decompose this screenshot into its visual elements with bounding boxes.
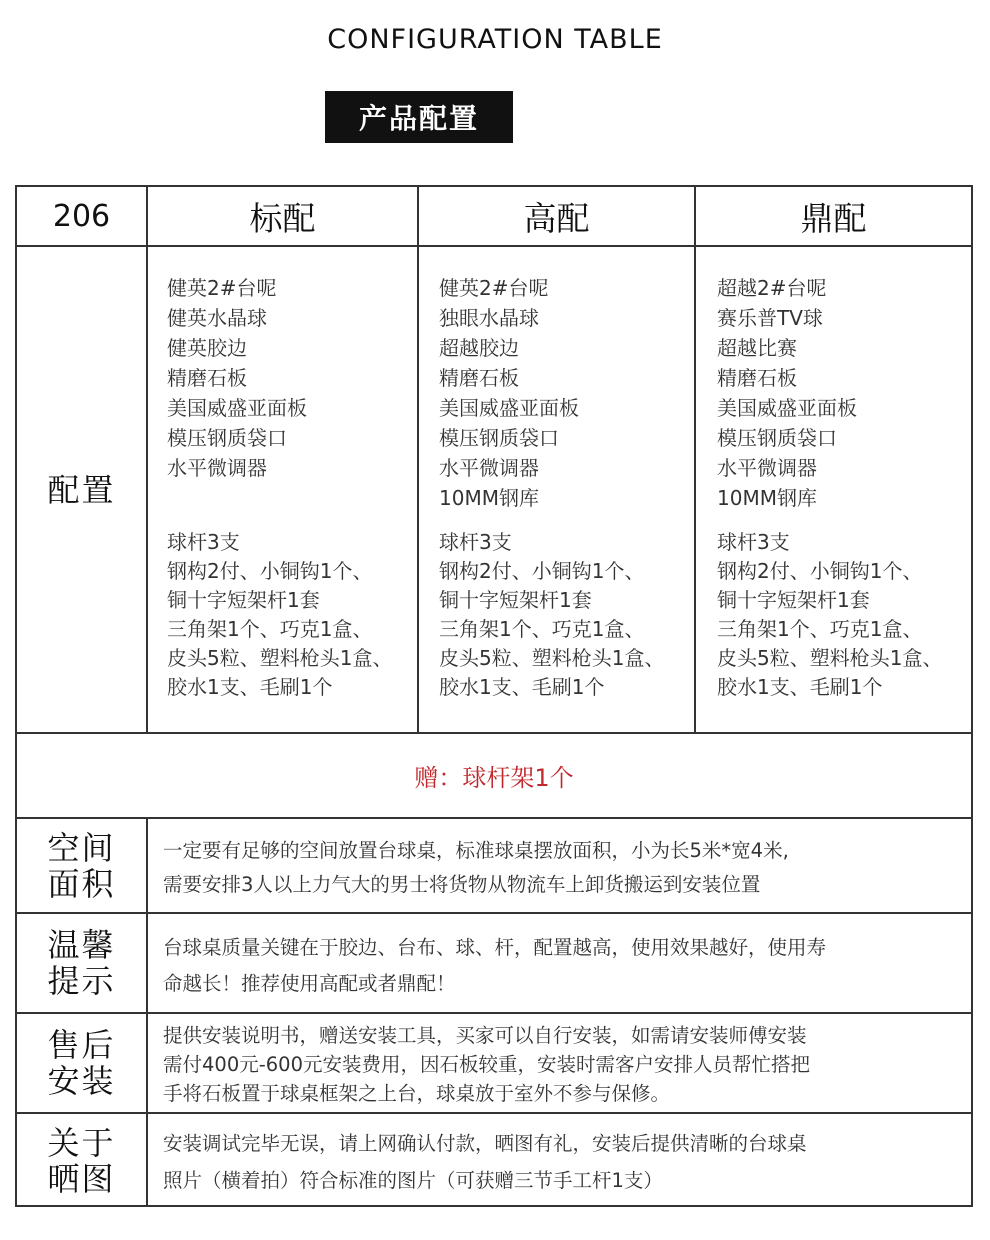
list-item: 精磨石板 [439,366,519,390]
list-item [167,483,417,513]
list-item: 美国威盛亚面板 [167,396,307,420]
accessory-item: 钢构2付、小铜钩1个、 [167,559,373,583]
note-label-photos: 关于 晒图 [47,1123,116,1198]
note-divider-2 [17,1012,971,1014]
model-label: 产品配置 [325,91,513,143]
config-list-standard [167,273,417,702]
col-divider-1 [146,187,148,732]
note-label-aftersale: 售后 安装 [47,1026,116,1100]
accessory-item: 三角架1个、巧克1盒、 [717,617,923,641]
list-item: 10MM钢库 [439,486,539,510]
accessory-item: 胶水1支、毛刷1个 [717,675,883,699]
list-item: 美国威盛亚面板 [439,396,579,420]
accessory-item: 三角架1个、巧克1盒、 [439,617,645,641]
accessory-item: 皮头5粒、塑料枪头1盒、 [167,646,393,670]
list-item: 10MM钢库 [717,486,817,510]
list-item: 超越胶边 [439,336,519,360]
note-text-space: 一定要有足够的空间放置台球桌，标准球桌摆放面积，小为长5米*宽4米, 需要安排3人以上力气大的男士将货物从物流车上卸货搬运到安装位置 [163,839,789,896]
page-title: CONFIGURATION TABLE [327,24,663,55]
list-item: 水平微调器 [167,456,267,480]
header-standard: 标配 [249,198,316,238]
header-divider [17,245,971,247]
note-label-tips: 温馨 提示 [47,926,116,1000]
note-text-tips: 台球桌质量关键在于胶边、台布、球、杆，配置越高，使用效果越好，使用寿 命越长！推荐使用高配或者鼎配！ [163,936,827,995]
list-item: 精磨石板 [717,366,797,390]
model-badge [325,86,668,148]
accessory-item: 胶水1支、毛刷1个 [167,675,333,699]
note-text-aftersale: 提供安装说明书，赠送安装工具，买家可以自行安装，如需请安装师傅安装 需付400元-600元安装费用，因石板较重，安装时需客户安排人员帮忙搭把 手将石板置于球桌框架之上台，球桌放于室外不参与保修。 [163,1024,810,1105]
model-value: JY206 [468,86,668,146]
accessory-item: 铜十字短架杆1套 [439,588,592,612]
gift-banner: 赠：球杆架1个 [414,764,574,792]
accessory-item: 球杆3支 [717,530,790,554]
accessory-item: 三角架1个、巧克1盒、 [167,617,373,641]
list-item: 超越2#台呢 [717,276,827,300]
note-col-divider [146,817,148,1207]
accessory-item: 球杆3支 [439,530,512,554]
list-item: 水平微调器 [439,456,539,480]
col-divider-2 [417,187,419,732]
list-item: 模压钢质袋口 [717,426,837,450]
list-item: 美国威盛亚面板 [717,396,857,420]
configuration-table [15,185,973,1207]
gift-divider [17,817,971,819]
list-item: 健英胶边 [167,336,247,360]
note-divider-1 [17,912,971,914]
accessory-item: 球杆3支 [167,530,240,554]
config-label: 配置 [47,470,116,509]
list-item: 健英2#台呢 [439,276,549,300]
list-item: 健英2#台呢 [167,276,277,300]
list-item: 模压钢质袋口 [439,426,559,450]
header-premium: 鼎配 [800,198,867,238]
list-item: 水平微调器 [717,456,817,480]
list-item: 模压钢质袋口 [167,426,287,450]
config-list-premium [717,273,971,702]
list-item: 精磨石板 [167,366,247,390]
col-divider-3 [694,187,696,732]
accessory-item: 胶水1支、毛刷1个 [439,675,605,699]
accessory-item: 铜十字短架杆1套 [167,588,320,612]
header-corner: 206 [52,198,111,234]
config-list-high [439,273,694,702]
list-item: 赛乐普TV球 [717,306,823,330]
note-label-space: 空间 面积 [47,828,116,903]
list-item: 健英水晶球 [167,306,267,330]
list-item: 独眼水晶球 [439,306,539,330]
accessory-item: 皮头5粒、塑料枪头1盒、 [717,646,943,670]
list-item: 超越比赛 [717,336,797,360]
accessory-item: 钢构2付、小铜钩1个、 [439,559,645,583]
note-text-photos: 安装调试完毕无误，请上网确认付款，晒图有礼，安装后提供清晰的台球桌 照片（横着拍）符合标准的图片（可获赠三节手工杆1支） [163,1132,807,1192]
accessory-item: 皮头5粒、塑料枪头1盒、 [439,646,665,670]
accessory-item: 铜十字短架杆1套 [717,588,870,612]
note-divider-3 [17,1112,971,1114]
accessory-item: 钢构2付、小铜钩1个、 [717,559,923,583]
header-high: 高配 [523,198,590,238]
